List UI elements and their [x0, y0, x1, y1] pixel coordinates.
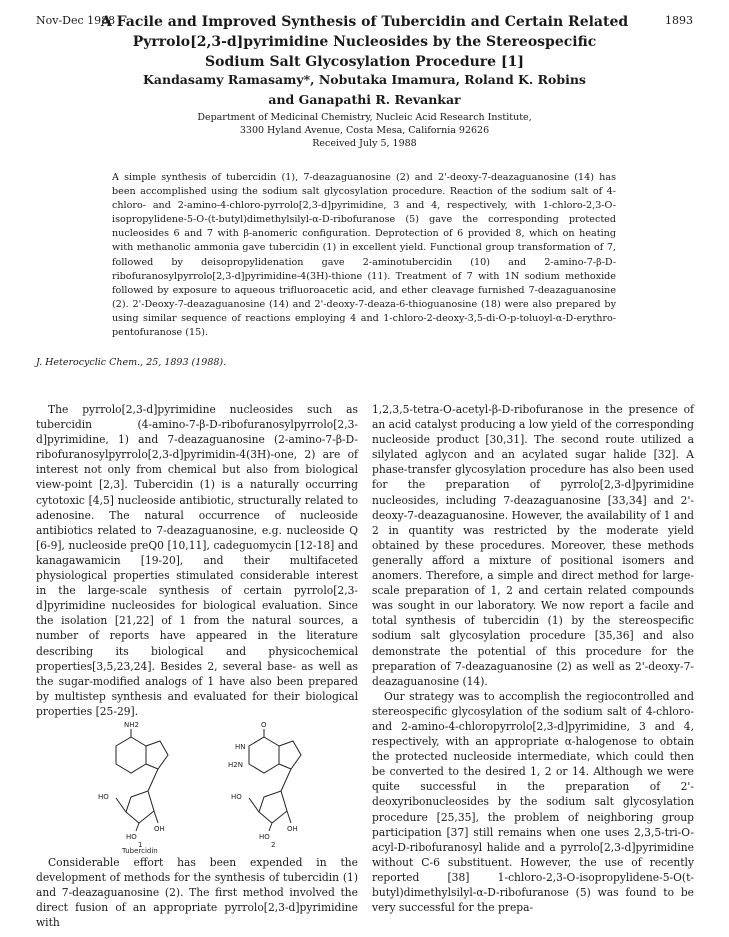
- paragraph: Our strategy was to accomplish the regiocontrolled and stereospecific glycosylation of the sodium salt of 4-chloro- and 2-amino-4-chloropyrrolo[2,3-d]pyrimidine, 3 and 4, respectively, with an appropriate α-halogenose to obtain the protected nucleoside intermediate, which could then be converted to the desired 1, 2 or 14. Although we were quite successful in the preparation of 2'-deoxyribonucleosides by the sodium salt glycosylation procedure [25,35], the problem of neighboring group participation [37] still remains when one uses 2,3,5-tri-O-acyl-D-ribofuranosyl halide and a pyrrolo[2,3-d]pyrimidine without C-6 substituent. However, the use of recently reported [38] 1-chloro-2,3-O-isopropylidene-5-O(t-butyl)dimethylsilyl-α-D-ribofuranose (5) was found to be very successful for the prepa-: [372, 689, 694, 915]
- journal-citation: J. Heterocyclic Chem., 25, 1893 (1988).: [36, 357, 227, 368]
- paragraph: 1,2,3,5-tetra-O-acetyl-β-D-ribofuranose in the presence of an acid catalyst producing a low yield of the corresponding nucleoside product [30,31]. The second route utilized a silylated aglycon and an acylated sugar halide [32]. A phase-transfer glycosylation procedure has also been used for the preparation of pyrrolo[2,3-d]pyrimidine nucleosides, including 7-deazaguanosine [33,34] and 2'-deoxy-7-deazaguanosine. However, the availability of 1 and 2 in quantity was restricted by the moderate yield obtained by these procedures. Moreover, these methods generally afford a mixture of positional isomers and anomers. Therefore, a simple and direct method for large-scale preparation of 1, 2 and certain related compounds was sought in our laboratory. We now report a facile and total synthesis of tubercidin (1) by the stereospecific sodium salt glycosylation procedure [35,36] and also demonstrate the potential of this procedure for the preparation of 7-deazaguanosine (2) as well as 2'-deoxy-7-deazaguanosine (14).: [372, 403, 694, 688]
- label-ho-5prime: HO: [98, 792, 109, 801]
- authors-line: and Ganapathi R. Revankar: [268, 92, 461, 107]
- label-h2n: H2N: [228, 760, 243, 769]
- nucleoside-structures-diagram: [36, 719, 358, 855]
- paragraph: The pyrrolo[2,3-d]pyrimidine nucleosides such as tubercidin (4-amino-7-β-D-ribofuranosylpyrrolo[2,3-d]pyrimidine, 1) and 7-deazaguanosine (2-amino-7-β-D-ribofuranosylpyrrolo[2,3-d]pyrimidin-4(3H)-one, 2) are of interest not only from chemical but also from biological view-point [2,3]. Tubercidin (1) is a naturally occurring cytotoxic [4,5] nucleoside antibiotic, structurally related to adenosine. The natural occurrence of nucleoside antibiotics related to 7-deazaguanosine, e.g. nucleoside Q [6-9], nucleoside preQ0 [10,11], cadeguomycin [12-18] and kanagawamicin [19-20], and their multifaceted physiological properties stimulated considerable interest in the large-scale synthesis of certain pyrrolo[2,3-d]pyrimidine nucleosides for biological evaluation. Since the isolation [21,22] of 1 from the natural sources, a number of reports have appeared in the literature describing its biological and physicochemical properties[3,5,23,24]. Besides 2, several base- as well as the sugar-modified analogs of 1 have also been prepared by multistep synthesis and evaluated for their biological properties [25-29].: [36, 403, 358, 718]
- compound-name-tubercidin: Tubercidin: [122, 846, 158, 855]
- pyrimidine-ring-1: [116, 737, 146, 773]
- compound-number-1: 1: [138, 840, 143, 849]
- structure-figure: [36, 719, 358, 855]
- label-ho-2prime: HO: [259, 832, 270, 841]
- ribose-ring-1: [126, 791, 154, 823]
- label-hn: HN: [235, 742, 246, 751]
- compound-number-2: 2: [271, 840, 276, 849]
- title-line: Pyrrolo[2,3-d]pyrimidine Nucleosides by the Stereospecific: [132, 34, 597, 50]
- title-line: Sodium Salt Glycosylation Procedure [1]: [205, 54, 524, 70]
- ribose-ring-2: [259, 791, 287, 823]
- pyrrole-ring-2: [279, 741, 301, 769]
- paper-title: [0, 12, 729, 72]
- authors: [0, 70, 729, 110]
- label-ho-2prime: HO: [126, 832, 137, 841]
- label-nh2: NH2: [124, 720, 139, 729]
- pyrimidine-ring-2: [249, 737, 279, 773]
- affiliation-line: Department of Medicinal Chemistry, Nucleic Acid Research Institute,: [197, 112, 532, 123]
- abstract: A simple synthesis of tubercidin (1), 7-deazaguanosine (2) and 2'-deoxy-7-deazaguanosine (14) has been accomplished using the sodium salt glycosylation procedure. Reaction of the sodium salt of 4-chloro- and 2-amino-4-chloro-pyrrolo[2,3-d]pyrimidine, 3 and 4, respectively, with 1-chloro-2,3-O-isopropylidene-5-O-(t-butyl)dimethylsilyl-α-D-ribofuranose (5) gave the corresponding protected nucleosides 6 and 7 with β-anomeric configuration. Deprotection of 6 provided 8, which on heating with methanolic ammonia gave tubercidin (1) in excellent yield. Functional group transformation of 7, followed by deisopropylidenation gave 2-aminotubercidin (10) and 2-amino-7-β-D-ribofuranosylpyrrolo[2,3-d]pyrimidine-4(3H)-thione (11). Treatment of 7 with 1N sodium methoxide followed by exposure to aqueous trifluoroacetic acid, and ether cleavage furnished 7-deazaguanosine (2). 2'-Deoxy-7-deazaguanosine (14) and 2'-deoxy-7-deaza-6-thioguanosine (18) were also prepared by using similar sequence of reactions employing 4 and 1-chloro-2-deoxy-3,5-di-O-p-toluoyl-α-D-erythro-pentofuranose (15).: [112, 172, 616, 339]
- received-date: Received July 5, 1988: [312, 138, 417, 149]
- label-oh-3prime: OH: [154, 824, 165, 833]
- left-column: [36, 402, 358, 930]
- title-line: A Facile and Improved Synthesis of Tubercidin and Certain Related: [100, 14, 629, 30]
- label-ho-5prime: HO: [231, 792, 242, 801]
- page-number: 1893: [665, 14, 693, 27]
- label-oh-3prime: OH: [287, 824, 298, 833]
- authors-line: Kandasamy Ramasamy*, Nobutaka Imamura, Roland K. Robins: [143, 72, 586, 87]
- journal-issue: Nov-Dec 1988: [36, 14, 116, 27]
- pyrrole-ring-1: [146, 741, 168, 769]
- label-o: O: [261, 720, 267, 729]
- affiliation: [0, 111, 729, 150]
- paragraph: Considerable effort has been expended in the development of methods for the synthesis of tubercidin (1) and 7-deazaguanosine (2). The first method involved the direct fusion of an appropriate pyrrolo[2,3-d]pyrimidine with: [36, 855, 358, 930]
- right-column: [372, 402, 694, 915]
- affiliation-line: 3300 Hyland Avenue, Costa Mesa, California 92626: [239, 125, 490, 136]
